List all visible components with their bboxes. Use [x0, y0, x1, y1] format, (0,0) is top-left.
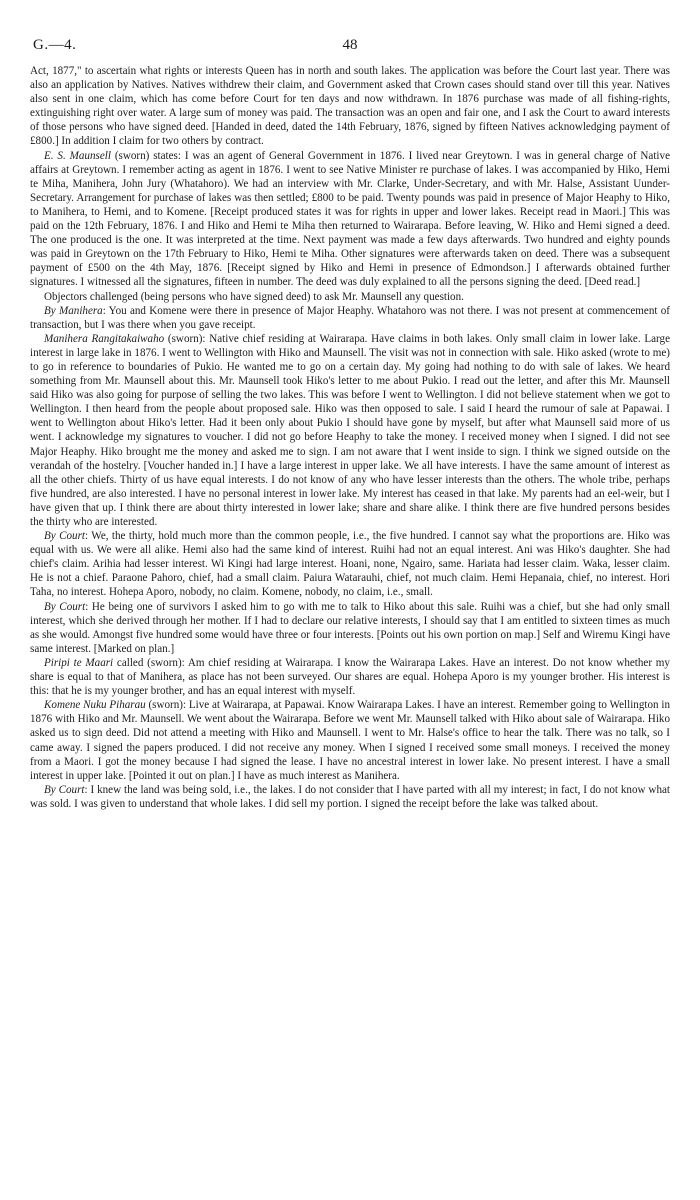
testimony-body [30, 64, 670, 811]
paragraph-text: Act, 1877," to ascertain what rights or interests Queen has in north and south lakes. The application was before the Court last year. There was also an application by Natives. Natives withdrew their claim, and Government asked that Crown cases should stand over till this year. Natives also sent in one claim, which has come before Court for ten days and now withdrawn. In 1876 purchase was made of all fishing-rights, extinguishing right over water. A large sum of money was paid. The transaction was an open and fair one, and I ask the Court to award interests of those persons who have signed deed. [Handed in deed, dated the 14th February, 1876, signed by fifteen Natives acknowledging payment of £800.] In addition I claim for two others by contract. [30, 65, 670, 148]
paragraph-text: (sworn): Live at Wairarapa, at Papawai. Know Wairarapa Lakes. I have an interest. Remember going to Wellington in 1876 with Hiko and Mr. Maunsell. We went about the Wairarapa. Before we went Mr. Maunsell talked with Hiko about sale of Wairarapa. Hiko asked us to sign deed. Did not attend a meeting with Hiko and Maunsell. I went to Mr. Halse's office to hear the talk. There was no talk, so I came away. I signed the papers produced. I did not receive any money. When I signed I received some small moneys. I received the money from a Maori. I got the money because I had signed the lease. I have no ancestral interest in lower lake. No present interest. I have a small interest in upper lake. [Pointed it out on plan.] I have as much interest as Manihera. [30, 699, 670, 782]
speaker-name: E. S. Maunsell [44, 149, 111, 162]
speaker-name: By Court [44, 530, 85, 543]
paragraph [30, 600, 670, 656]
speaker-name: By Manihera [44, 304, 103, 317]
paragraph [30, 332, 670, 529]
paragraph [30, 149, 670, 290]
paragraph-text: called (sworn): Am chief residing at Wairarapa. I know the Wairarapa Lakes. Have an interest. Do not know whether my share is equal to that of Manihera, as place has not been surveyed. Our shares are equal. Hohepa Aporo is my younger brother. His interest is this: that he is my younger brother, and has an equal interest with myself. [30, 656, 670, 698]
paragraph [30, 529, 670, 599]
speaker-name: Manihera Rangitakaiwaho [44, 332, 165, 345]
paragraph [30, 698, 670, 783]
paragraph [30, 64, 670, 149]
paragraph [30, 290, 670, 304]
speaker-name: By Court [44, 783, 85, 796]
paragraph-text: : I knew the land was being sold, i.e., the lakes. I do not consider that I have parted with all my interest; in fact, I do not know what was sold. I was given to understand that whole lakes. I did sell my portion. I signed the receipt before the lake was talked about. [30, 783, 671, 810]
paragraph-text: : You and Komene were there in presence of Major Heaphy. Whatahoro was not there. I was not present at commencement of transaction, but I was there when you gave receipt. [30, 304, 670, 331]
document-page [30, 38, 670, 811]
paragraph-text: (sworn) states: I was an agent of General Government in 1876. I lived near Greytown. I was in general charge of Native affairs at Greytown. I remember acting as agent in 1876. I went to see Native Minister re purchase of lakes. I was accompanied by Hiko, Hemi te Miha, Manihera, John Jury (Whatahoro). We had an interview with Mr. Clarke, Under-Secretary, and with Mr. Halse, Assistant Uunder-Secretary. Arrangement for purchase of lakes was then settled; £800 to be paid. Twenty pounds was paid in presence of Major Heaphy to Hiko, to Manihera, to Hemi, and to Komene. [Receipt produced states it was for rights in upper and lower lakes. Receipt read in Maori.] This was paid on the 12th February, 1876. I and Hiko and Hemi te Miha then returned to Wairarapa. Before leaving, W. Hiko and Hemi signed a deed. The one produced is the one. It was interpreted at the time. Next payment was made a few days afterwards. Two hundred and eighty pounds was paid in Greytown on the 17th February to Hiko, Hemi te Miha. Other signatures were afterwards taken on deed. There was a subsequent payment of £500 on the 4th May, 1876. [Receipt signed by Hiko and Hemi in presence of Edmondson.] I afterwards obtained further signatures. I witnessed all the signatures, fifteen in number. The deed was duly explained to all the persons signing the deed. [Deed read.] [30, 149, 670, 289]
paragraph-text: : He being one of survivors I asked him to go with me to talk to Hiko about this sale. Ruihi was a chief, but she had only small interest, which she derived through her mother. If I had to declare our relative interests, I should say that I am entitled to sixteen times as much as she would. Amongst five hundred some would have three or four interests. [Points out his own portion on map.] Self and Wiremu Kingi have same interest. [Marked on plan.] [30, 600, 670, 655]
page-header [30, 38, 670, 64]
paragraph [30, 656, 670, 698]
page-number: 48 [342, 37, 358, 53]
paragraph-text: : We, the thirty, hold much more than the common people, i.e., the five hundred. I cannot say what the proportions are. Hiko was equal with us. We were all alike. Hemi also had the same kind of interest. Ruihi had not an equal interest. Ani was Hiko's daughter. She had chief's claim. Arihia had lesser interest. Wi Kingi had large interest. Hoani, none, Ngairo, same. Hariata had lesser claim. Waka, lesser claim. He is not a chief. Paraone Pahoro, chief, had a small claim. Paiura Watarauhi, chief, not much claim. Hemi Hepanaia, chief, no interest. Hori Taha, no interest. Hohepa Aporo, nobody, no claim. Komene, nobody, no claim, i.e., small. [30, 530, 670, 599]
document-reference: G.—4. [33, 37, 77, 53]
paragraph [30, 304, 670, 332]
speaker-name: By Court [44, 600, 86, 613]
paragraph-text: Objectors challenged (being persons who have signed deed) to ask Mr. Maunsell any question. [44, 290, 464, 303]
paragraph-text: (sworn): Native chief residing at Wairarapa. Have claims in both lakes. Only small claim in lower lake. Large interest in large lake in 1876. I went to Wellington with Hiko and Maunsell. The visit was not in connection with sale. Hiko asked (wrote to me) to go in reference to boundaries of Pukio. He wanted me to go on a certain day. My going had nothing to do with sale of lakes. We heard something from Mr. Maunsell about this. Mr. Maunsell took Hiko's letter to me about Pukio. I read out the letter, and after this Mr. Maunsell said Hiko was also going for purpose of selling the two lakes. This was before I went to Wellington. I did not believe statement when we got to Wellington. I then heard from the people about proposed sale. Hiko was then opposed to sale. I said I heard the rumour of sale at Papawai. I went to Wellington about Hiko's letter. Had it been only about Pukio I should have gone by myself, but after what Maunsell said more of us went. I acknowledge my signatures to voucher. I did not go before Heaphy to take the money. I received money when I signed. I did not see Major Heaphy. Hiko brought me the money and asked me to sign. I am not aware that I went inside to sign. I think we signed outside on the verandah of the hostelry. [Voucher handed in.] I have a large interest in upper lake. We all have interests. I have the same amount of interest as all the other chiefs. Thirty of us have equal interests. I do not know of any who have lesser interests than the others. The whole tribe, perhaps five hundred, are also interested. I have no personal interest in lower lake. My interest has ceased in that lake. My parents had an eel-weir, but I have given that up. I think there are about thirty interested in lower lake; share and share alike. I think there are five hundred persons besides the thirty who are interested. [30, 332, 670, 528]
speaker-name: Piripi te Maari [44, 656, 114, 669]
paragraph [30, 783, 670, 811]
speaker-name: Komene Nuku Piharau [44, 699, 146, 712]
